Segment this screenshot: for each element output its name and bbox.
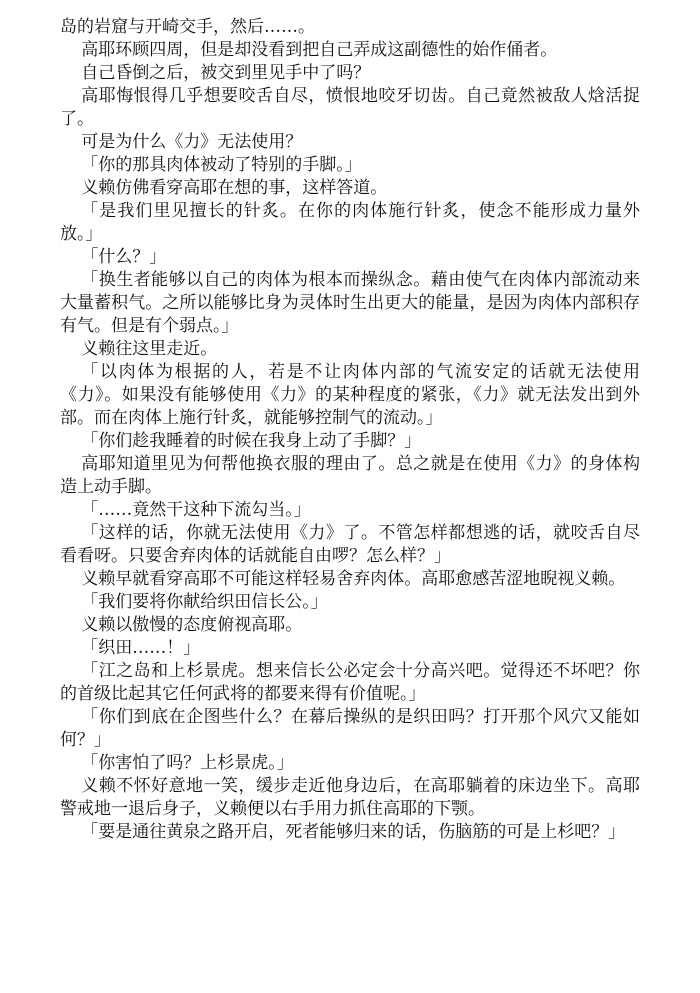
paragraph: 义赖不怀好意地一笑，缓步走近他身边后，在高耶躺着的床边坐下。高耶警戒地一退后身子，义赖便以右手用力抓住高耶的下颚。: [60, 776, 640, 819]
dialogue-paragraph: 「我们要将你献给织田信长公。」: [81, 592, 328, 612]
dialogue-paragraph: 「以肉体为根据的人，若是不让肉体内部的气流安定的话就无法使用《力》。如果没有能够使用《力》的某种程度的紧张，《力》就无法发出到外部。而在肉体上施行针炙，就能够控制气的流动。」: [60, 362, 640, 428]
dialogue-paragraph: 「你们趁我睡着的时候在我身上动了手脚？」: [81, 431, 422, 451]
dialogue-paragraph: 「织田……！」: [81, 638, 201, 658]
paragraph: 高耶知道里见为何帮他换衣服的理由了。总之就是在使用《力》的身体构造上动手脚。: [60, 454, 640, 497]
paragraph: 义赖以傲慢的态度俯视高耶。: [81, 615, 303, 635]
paragraph: 义赖往这里走近。: [81, 339, 218, 359]
dialogue-paragraph: 「你害怕了吗？上杉景虎。」: [81, 753, 294, 773]
paragraph: 可是为什么《力》无法使用？: [81, 132, 303, 152]
paragraph: 自己昏倒之后，被交到里见手中了吗？: [81, 63, 371, 83]
paragraph: 高耶环顾四周，但是却没看到把自己弄成这副德性的始作俑者。: [81, 40, 558, 60]
dialogue-paragraph: 「这样的话，你就无法使用《力》了。不管怎样都想逃的话，就咬舌自尽看看呀。只要舍弃肉体的话就能自由啰？怎么样？」: [60, 523, 640, 566]
paragraph: 岛的岩窟与开崎交手，然后……。: [60, 17, 315, 37]
dialogue-paragraph: 「……竟然干这种下流勾当。」: [81, 500, 311, 520]
paragraph: 义赖早就看穿高耶不可能这样轻易舍弃肉体。高耶愈感苦涩地睨视义赖。: [81, 569, 626, 589]
paragraph: 高耶悔恨得几乎想要咬舌自尽，愤恨地咬牙切齿。自己竟然被敌人焓活捉了。: [60, 86, 640, 129]
dialogue-paragraph: 「什么？」: [81, 247, 167, 267]
dialogue-paragraph: 「你的那具肉体被动了特别的手脚。」: [81, 155, 362, 175]
novel-page: [60, 16, 640, 844]
dialogue-paragraph: 「江之岛和上杉景虎。想来信长公必定会十分高兴吧。觉得还不坏吧？你的首级比起其它任何武将的都要来得有价值呢。」: [60, 661, 640, 704]
dialogue-paragraph: 「换生者能够以自己的肉体为根本而操纵念。藉由使气在肉体内部流动来大量蓄积气。之所以能够比身为灵体时生出更大的能量，是因为肉体内部积存有气。但是有个弱点。」: [60, 270, 640, 336]
dialogue-paragraph: 「是我们里见擅长的针炙。在你的肉体施行针炙，使念不能形成力量外放。」: [60, 201, 640, 244]
dialogue-paragraph: 「要是通往黄泉之路开启，死者能够归来的话，伤脑筋的可是上杉吧？」: [81, 822, 626, 842]
dialogue-paragraph: 「你们到底在企图些什么？在幕后操纵的是织田吗？打开那个风穴又能如何？」: [60, 707, 640, 750]
paragraph: 义赖仿佛看穿高耶在想的事，这样答道。: [81, 178, 388, 198]
